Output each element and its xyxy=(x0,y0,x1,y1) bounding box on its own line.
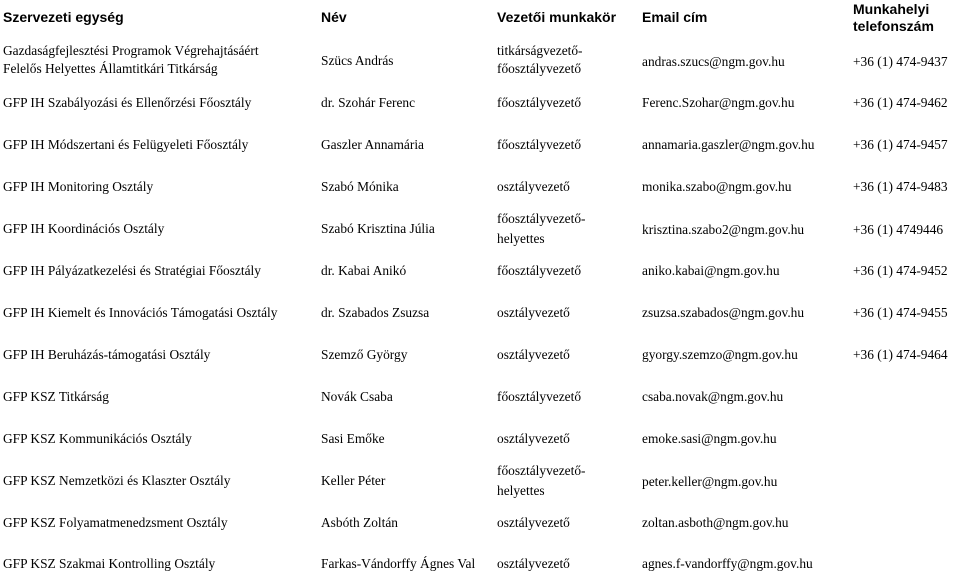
cell-role: főosztályvezető- xyxy=(497,463,586,478)
column-header-email: Email cím xyxy=(642,9,708,25)
cell-name: Szemző György xyxy=(321,347,408,362)
cell-role: osztályvezető xyxy=(497,431,570,446)
cell-email: monika.szabo@ngm.gov.hu xyxy=(642,179,792,194)
cell-unit: GFP IH Pályázatkezelési és Stratégiai Főosztály xyxy=(3,263,261,278)
cell-email: zoltan.asboth@ngm.gov.hu xyxy=(642,515,789,530)
column-header-name: Név xyxy=(321,9,347,25)
cell-unit: GFP IH Módszertani és Felügyeleti Főosztály xyxy=(3,137,249,152)
cell-name: dr. Szohár Ferenc xyxy=(321,95,416,110)
cell-email: peter.keller@ngm.gov.hu xyxy=(642,474,778,489)
cell-role: titkárságvezető- xyxy=(497,43,583,58)
column-header-role: Vezetői munkakör xyxy=(497,9,617,25)
cell-unit: GFP IH Monitoring Osztály xyxy=(3,179,154,194)
cell-name: dr. Szabados Zsuzsa xyxy=(321,305,430,320)
cell-role: főosztályvezető- xyxy=(497,211,586,226)
cell-email: aniko.kabai@ngm.gov.hu xyxy=(642,263,780,278)
cell-email: krisztina.szabo2@ngm.gov.hu xyxy=(642,222,805,237)
cell-email: csaba.novak@ngm.gov.hu xyxy=(642,389,784,404)
cell-unit: GFP KSZ Titkárság xyxy=(3,389,109,404)
cell-unit: Felelős Helyettes Államtitkári Titkárság xyxy=(3,61,218,76)
cell-email: annamaria.gaszler@ngm.gov.hu xyxy=(642,137,815,152)
cell-email: Ferenc.Szohar@ngm.gov.hu xyxy=(642,95,795,110)
cell-name: Szabó Mónika xyxy=(321,179,399,194)
cell-email: gyorgy.szemzo@ngm.gov.hu xyxy=(642,347,798,362)
column-header-phone: Munkahelyi xyxy=(853,1,930,17)
cell-email: emoke.sasi@ngm.gov.hu xyxy=(642,431,777,446)
cell-role: helyettes xyxy=(497,231,545,246)
cell-name: Asbóth Zoltán xyxy=(321,515,398,530)
cell-phone: +36 (1) 474-9457 xyxy=(853,137,948,152)
cell-email: zsuzsa.szabados@ngm.gov.hu xyxy=(642,305,805,320)
cell-phone: +36 (1) 4749446 xyxy=(853,222,944,237)
cell-role: osztályvezető xyxy=(497,179,570,194)
cell-phone: +36 (1) 474-9452 xyxy=(853,263,948,278)
cell-name: Szücs András xyxy=(321,53,394,68)
cell-name: Keller Péter xyxy=(321,473,386,488)
cell-role: főosztályvezető xyxy=(497,263,582,278)
cell-name: Gaszler Annamária xyxy=(321,137,424,152)
cell-phone: +36 (1) 474-9455 xyxy=(853,305,948,320)
cell-name: dr. Kabai Anikó xyxy=(321,263,407,278)
cell-unit: GFP KSZ Kommunikációs Osztály xyxy=(3,431,192,446)
cell-email: agnes.f-vandorffy@ngm.gov.hu xyxy=(642,556,813,571)
cell-role: főosztályvezető xyxy=(497,137,582,152)
column-header-unit: Szervezeti egység xyxy=(3,9,124,25)
cell-name: Sasi Emőke xyxy=(321,431,385,446)
cell-unit: GFP KSZ Folyamatmenedzsment Osztály xyxy=(3,515,228,530)
cell-unit: GFP IH Szabályozási és Ellenőrzési Főosztály xyxy=(3,95,252,110)
cell-name: Szabó Krisztina Júlia xyxy=(321,221,435,236)
cell-unit: GFP IH Kiemelt és Innovációs Támogatási Osztály xyxy=(3,305,278,320)
cell-unit: GFP IH Koordinációs Osztály xyxy=(3,221,165,236)
cell-role: helyettes xyxy=(497,483,545,498)
cell-role: osztályvezető xyxy=(497,305,570,320)
cell-role: osztályvezető xyxy=(497,515,570,530)
cell-unit: GFP KSZ Nemzetközi és Klaszter Osztály xyxy=(3,473,231,488)
cell-role: főosztályvezető xyxy=(497,61,582,76)
cell-role: osztályvezető xyxy=(497,347,570,362)
table-header xyxy=(0,0,960,38)
cell-role: főosztályvezető xyxy=(497,389,582,404)
cell-unit: GFP KSZ Szakmai Kontrolling Osztály xyxy=(3,556,216,571)
cell-phone: +36 (1) 474-9437 xyxy=(853,54,948,69)
cell-name: Farkas-Vándorffy Ágnes Val xyxy=(321,556,476,571)
column-header-phone: telefonszám xyxy=(853,18,934,34)
cell-unit: Gazdaságfejlesztési Programok Végrehajtásáért xyxy=(3,43,259,58)
cell-role: főosztályvezető xyxy=(497,95,582,110)
cell-role: osztályvezető xyxy=(497,556,570,571)
cell-name: Novák Csaba xyxy=(321,389,393,404)
cell-phone: +36 (1) 474-9462 xyxy=(853,95,948,110)
cell-phone: +36 (1) 474-9483 xyxy=(853,179,948,194)
cell-email: andras.szucs@ngm.gov.hu xyxy=(642,54,785,69)
cell-unit: GFP IH Beruházás-támogatási Osztály xyxy=(3,347,211,362)
cell-phone: +36 (1) 474-9464 xyxy=(853,347,948,362)
